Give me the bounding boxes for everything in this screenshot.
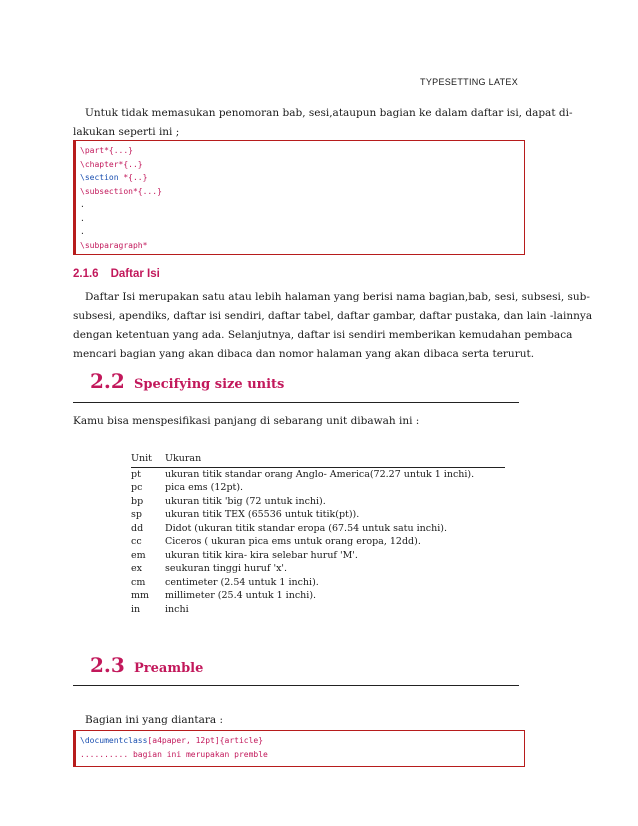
section-heading-preamble [90, 653, 203, 677]
unit-cell: pc [131, 482, 143, 493]
code-line: \subsection*{...} [80, 186, 162, 196]
unit-cell: sp [131, 509, 142, 520]
table-row [131, 522, 505, 536]
table-header-row [131, 452, 505, 467]
ukuran-cell: Ciceros ( ukuran pica ems untuk orang eropa, 12dd). [165, 536, 421, 547]
running-header: TYPESETTING LATEX [420, 77, 518, 87]
paragraph-line: lakukan seperti ini ; [73, 126, 180, 138]
table-row [131, 549, 505, 563]
table-row [131, 603, 505, 617]
ukuran-cell: ukuran titik kira- kira selebar huruf 'M'. [165, 549, 358, 561]
code-block-unnumbered [73, 140, 525, 255]
table-row [131, 481, 505, 495]
code-line: .......... bagian ini merupakan premble [80, 749, 268, 759]
ukuran-cell: ukuran titik TEX (65536 untuk titik(pt)). [165, 509, 360, 520]
units-table [131, 452, 505, 616]
subsection-title: Daftar Isi [110, 268, 160, 280]
table-row [131, 508, 505, 522]
table-row [131, 562, 505, 576]
unit-cell: ex [131, 563, 142, 574]
section-number: 2.3 [90, 653, 125, 677]
subsection-heading-daftar-isi [73, 268, 160, 280]
section-title: Preamble [134, 661, 204, 676]
paragraph-line: subsesi, apendiks, daftar isi sendiri, daftar tabel, daftar gambar, daftar pustaka, dan lain -lainnya [73, 310, 593, 322]
ukuran-cell: ukuran titik standar orang Anglo- America(72.27 untuk 1 inchi). [165, 468, 475, 480]
ukuran-cell: ukuran titik 'big (72 untuk inchi). [165, 495, 326, 507]
units-intro-paragraph [73, 412, 519, 431]
intro-paragraph [73, 104, 573, 142]
section-title: Specifying size units [134, 377, 285, 392]
code-text: *{..} [118, 173, 148, 182]
code-line: \chapter*{..} [80, 159, 143, 169]
unit-cell: mm [131, 590, 150, 601]
ukuran-cell: inchi [165, 603, 189, 615]
table-header-ukuran: Ukuran [165, 453, 202, 464]
code-line [80, 171, 524, 185]
ukuran-cell: millimeter (25.4 untuk 1 inchi). [165, 590, 317, 601]
code-keyword: \documentclass [80, 736, 148, 745]
table-header-unit: Unit [131, 453, 152, 464]
unit-cell: em [131, 549, 146, 561]
code-block-preamble [73, 730, 525, 767]
paragraph-line: Daftar Isi merupakan satu atau lebih halaman yang berisi nama bagian,bab, sesi, subsesi, sub- [85, 291, 590, 303]
unit-cell: in [131, 603, 141, 615]
unit-cell: pt [131, 468, 141, 480]
unit-cell: dd [131, 522, 144, 534]
preamble-intro-paragraph [73, 711, 519, 730]
unit-cell: cc [131, 536, 142, 547]
section-rule [73, 402, 519, 403]
ukuran-cell: seukuran tinggi huruf 'x'. [165, 563, 288, 574]
section-rule [73, 685, 519, 686]
unit-cell: cm [131, 576, 146, 588]
unit-cell: bp [131, 495, 144, 507]
subsection-number: 2.1.6 [73, 268, 99, 280]
code-line: . [80, 227, 85, 236]
table-row [131, 589, 505, 603]
paragraph-line: Bagian ini yang diantara : [85, 714, 223, 726]
code-keyword: \section [80, 173, 119, 182]
daftar-isi-paragraph [73, 288, 593, 364]
paragraph-line: Kamu bisa menspesifikasi panjang di sebarang unit dibawah ini : [73, 415, 420, 427]
table-row [131, 468, 505, 482]
paragraph-line: Untuk tidak memasukan penomoran bab, sesi,ataupun bagian ke dalam daftar isi, dapat di- [85, 107, 573, 119]
table-row [131, 495, 505, 509]
table-row [131, 576, 505, 590]
code-line [80, 734, 524, 748]
section-number: 2.2 [90, 369, 125, 393]
table-row [131, 535, 505, 549]
code-line: \subparagraph* [80, 240, 148, 250]
code-text: [a4paper, 12pt]{article} [147, 736, 264, 745]
code-line: \part*{...} [80, 146, 133, 155]
ukuran-cell: Didot (ukuran titik standar eropa (67.54 untuk satu inchi). [165, 522, 447, 534]
ukuran-cell: centimeter (2.54 untuk 1 inchi). [165, 576, 319, 588]
code-line: . [80, 213, 85, 223]
section-heading-size-units [90, 369, 284, 393]
paragraph-line: mencari bagian yang akan dibaca dan nomor halaman yang akan dibaca serta terurut. [73, 348, 535, 360]
paragraph-line: dengan ketentuan yang ada. Selanjutnya, daftar isi sendiri memberikan kemudahan pembaca [73, 329, 573, 341]
code-line: . [80, 200, 85, 209]
ukuran-cell: pica ems (12pt). [165, 482, 244, 493]
